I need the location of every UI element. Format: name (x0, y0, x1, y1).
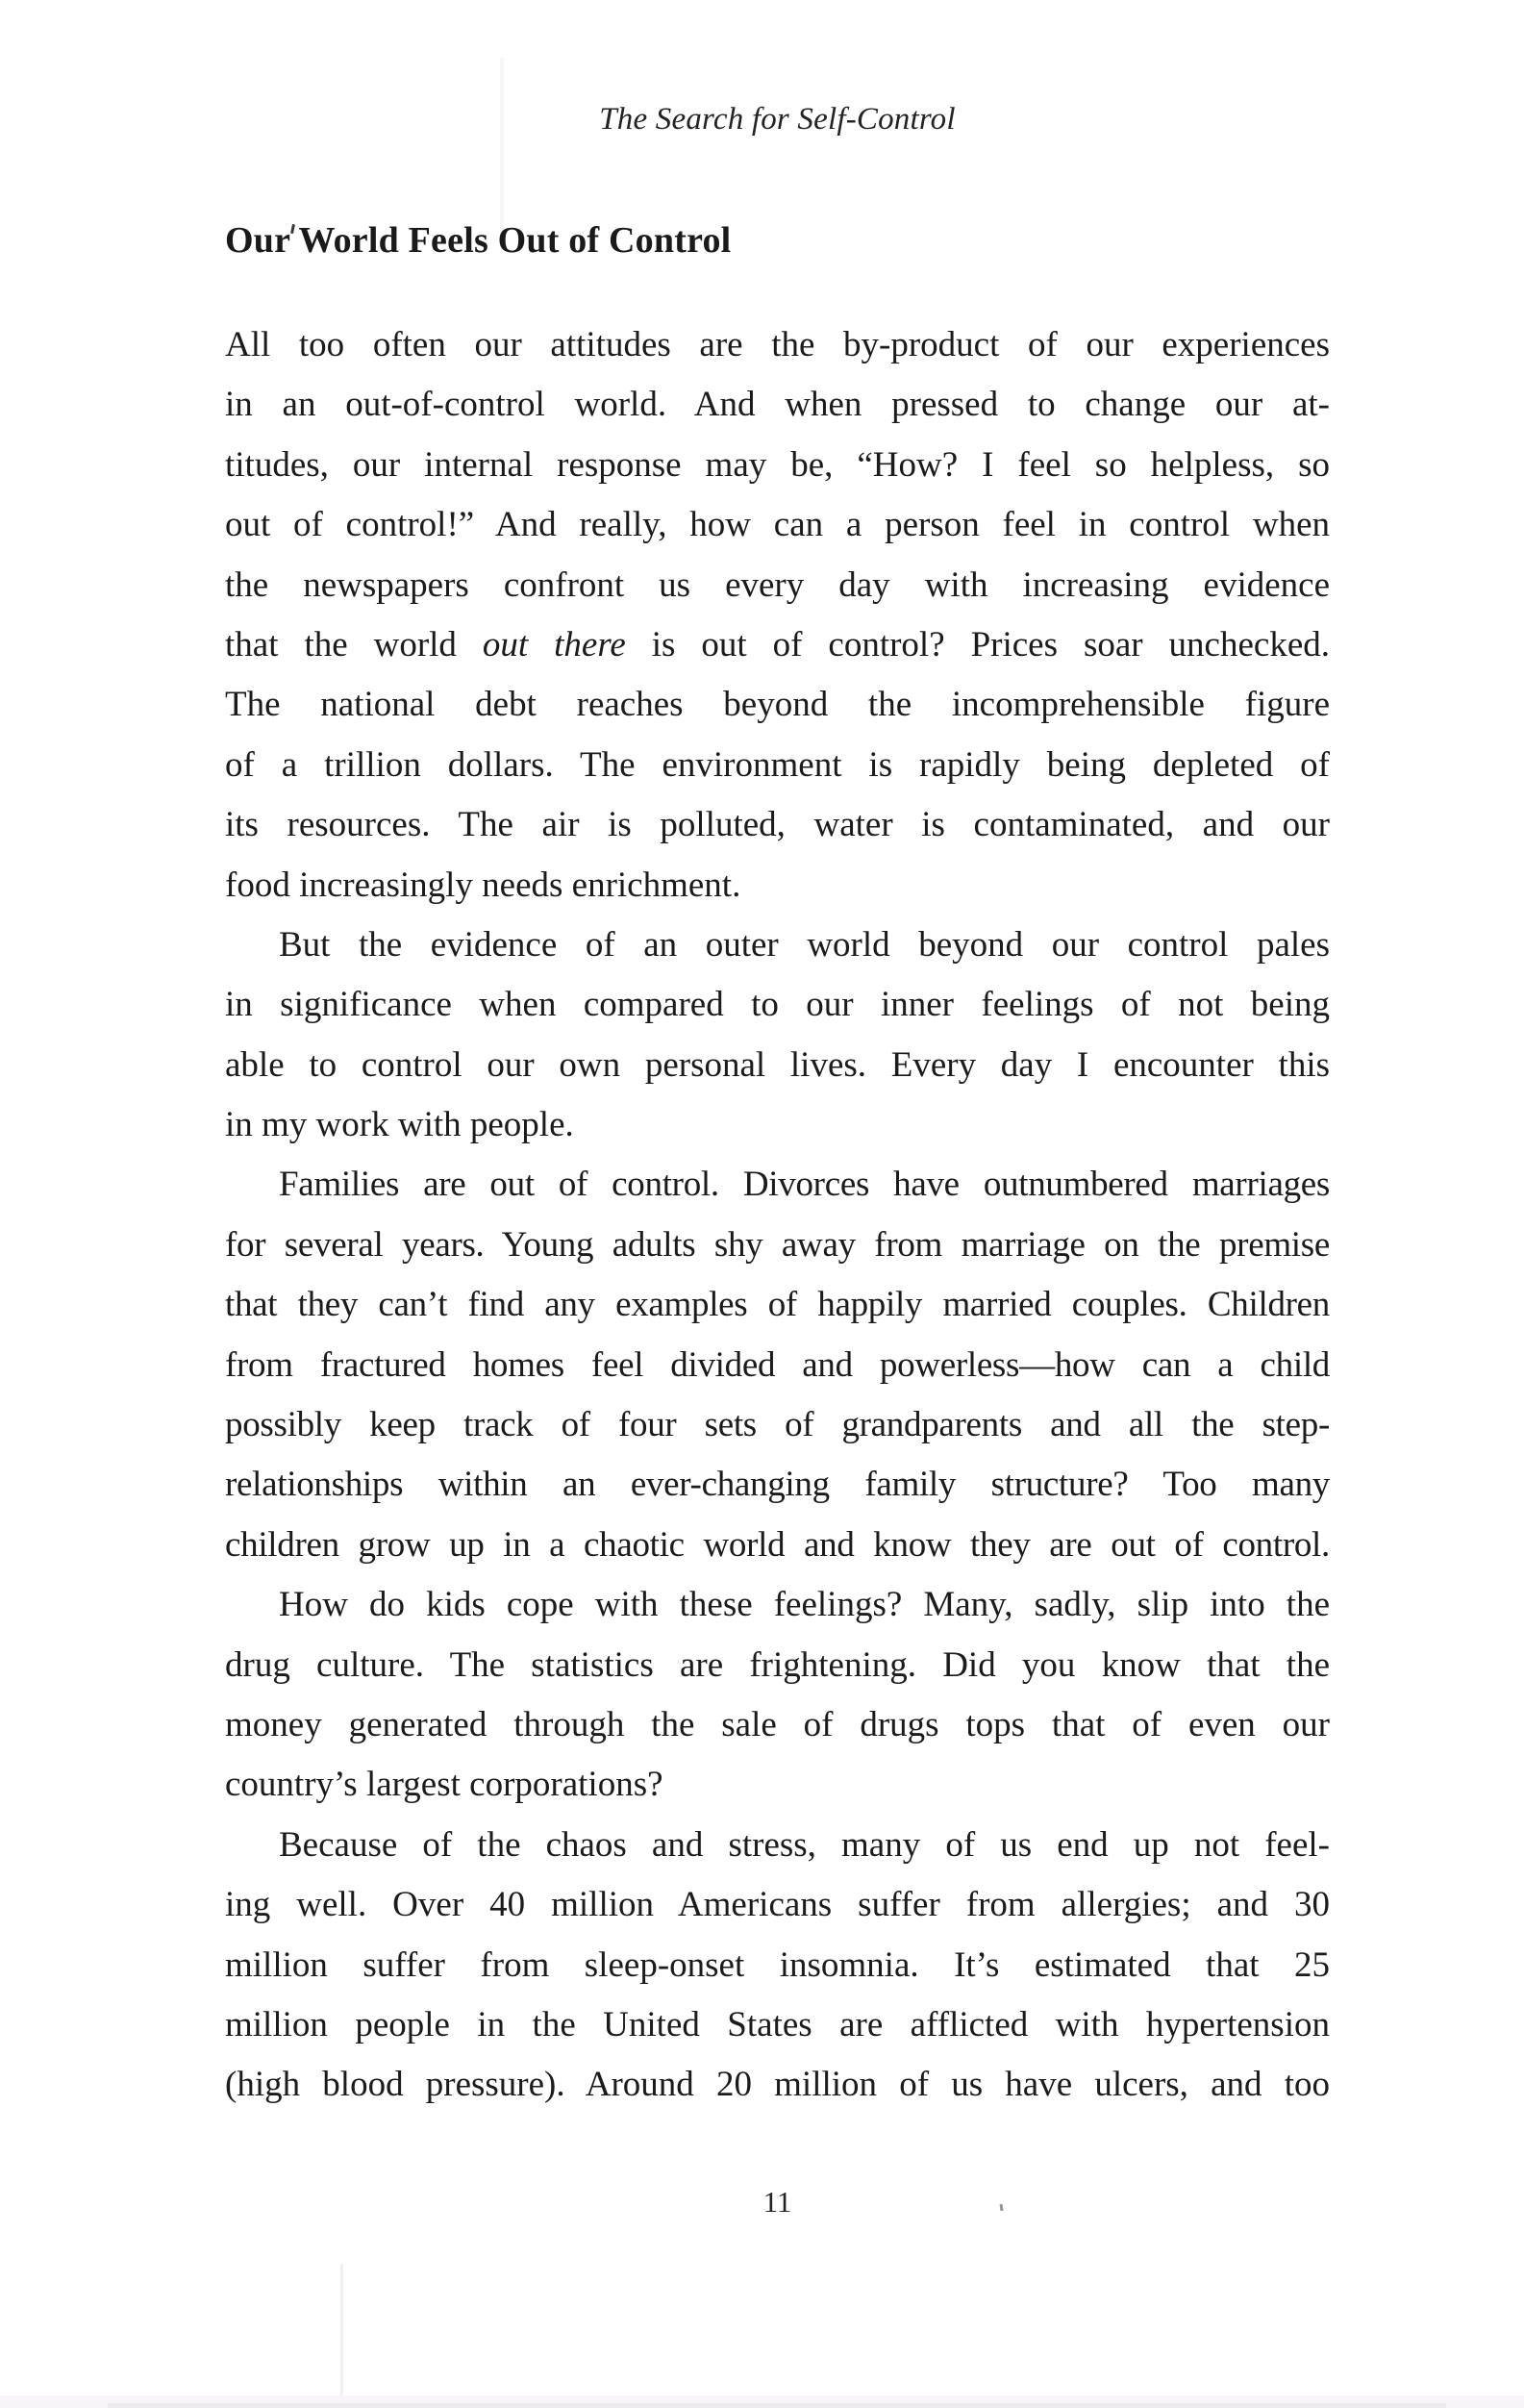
text-segment: for several years. Young adults shy away from marriage on the premise (225, 1224, 1330, 1265)
text-line (225, 1036, 1330, 1095)
text-segment: (high blood pressure). Around 20 million of us have ulcers, and too (225, 2065, 1330, 2105)
text-line (225, 1695, 1330, 1755)
text-segment: its resources. The air is polluted, water is contaminated, and our (225, 805, 1330, 845)
text-segment: is out of control? Prices soar unchecked. (625, 624, 1330, 665)
text-segment: million people in the United States are afflicted with hypertension (225, 2004, 1330, 2044)
text-segment: drug culture. The statistics are frightening. Did you know that the (225, 1644, 1330, 1685)
text-line (225, 975, 1330, 1035)
text-segment: from fractured homes feel divided and powerless—how can a child (225, 1344, 1330, 1385)
text-line (225, 675, 1330, 735)
section-heading: Our World Feels Out of Control (225, 220, 732, 261)
text-segment: of a trillion dollars. The environment is rapidly being depleted of (225, 744, 1330, 785)
text-line (225, 436, 1330, 495)
scan-artifact (340, 2264, 343, 2408)
text-line (225, 916, 1330, 975)
paragraph (225, 1816, 1330, 2116)
scan-edge-line (108, 2403, 1446, 2408)
text-segment: The national debt reaches beyond the incomprehensible figure (225, 685, 1330, 725)
text-line (225, 1155, 1330, 1215)
text-segment: titudes, our internal response may be, “How? I feel so helpless, so (225, 444, 1330, 485)
text-line (225, 556, 1330, 615)
text-segment: How do kids cope with these feelings? Many, sadly, slip into the (279, 1585, 1330, 1625)
text-line (225, 1275, 1330, 1335)
text-line (225, 1216, 1330, 1275)
text-line (225, 495, 1330, 555)
text-segment: Because of the chaos and stress, many of us end up not feel- (279, 1824, 1330, 1865)
text-line (225, 1516, 1330, 1575)
running-header: The Search for Self-Control (599, 102, 956, 137)
text-line (225, 2055, 1330, 2115)
text-line (225, 315, 1330, 375)
text-line (225, 1936, 1330, 1995)
text-segment: food increasingly needs enrichment. (225, 865, 741, 905)
text-line (225, 1336, 1330, 1395)
text-segment: that the world (225, 624, 483, 665)
text-line (225, 1455, 1330, 1515)
text-line (225, 1575, 1330, 1635)
text-segment: that they can’t find any examples of happily married couples. Children (225, 1285, 1330, 1325)
text-segment: in my work with people. (225, 1105, 574, 1145)
text-segment: the newspapers confront us every day with increasing evidence (225, 564, 1330, 605)
text-line (225, 1095, 1330, 1155)
paragraph (225, 916, 1330, 1156)
paragraph (225, 315, 1330, 916)
text-segment: Families are out of control. Divorces have outnumbered marriages (279, 1165, 1330, 1205)
italic-text: out there (482, 624, 626, 665)
text-line (225, 375, 1330, 435)
text-line (225, 795, 1330, 855)
text-line (225, 1755, 1330, 1815)
text-segment: in an out-of-control world. And when pressed to change our at- (225, 385, 1330, 425)
text-segment: children grow up in a chaotic world and know they are out of control. (225, 1524, 1330, 1565)
text-segment: million suffer from sleep-onset insomnia. It’s estimated that 25 (225, 1944, 1330, 1985)
text-segment: All too often our attitudes are the by-product of our experiences (225, 325, 1330, 364)
paragraph (225, 1155, 1330, 1575)
text-segment: possibly keep track of four sets of grandparents and all the step- (225, 1405, 1330, 1445)
text-line (225, 856, 1330, 916)
text-line (225, 736, 1330, 795)
text-line (225, 1816, 1330, 1875)
text-segment: money generated through the sale of drugs tops that of even our (225, 1704, 1330, 1744)
text-line (225, 1636, 1330, 1695)
text-segment: in significance when compared to our inner feelings of not being (225, 985, 1330, 1025)
body-text (225, 315, 1330, 2116)
paragraph (225, 1575, 1330, 1816)
text-line (225, 1395, 1330, 1455)
text-segment: ing well. Over 40 million Americans suffer from allergies; and 30 (225, 1885, 1330, 1925)
page-number: 11 (762, 2185, 792, 2219)
text-line (225, 1995, 1330, 2055)
text-line (225, 615, 1330, 675)
text-segment: relationships within an ever-changing family structure? Too many (225, 1465, 1330, 1505)
text-segment: But the evidence of an outer world beyond our control pales (279, 924, 1330, 965)
text-segment: country’s largest corporations? (225, 1765, 663, 1805)
text-segment: out of control!” And really, how can a person feel in control when (225, 505, 1330, 545)
text-line (225, 1875, 1330, 1935)
text-segment: able to control our own personal lives. Every day I encounter this (225, 1044, 1330, 1085)
